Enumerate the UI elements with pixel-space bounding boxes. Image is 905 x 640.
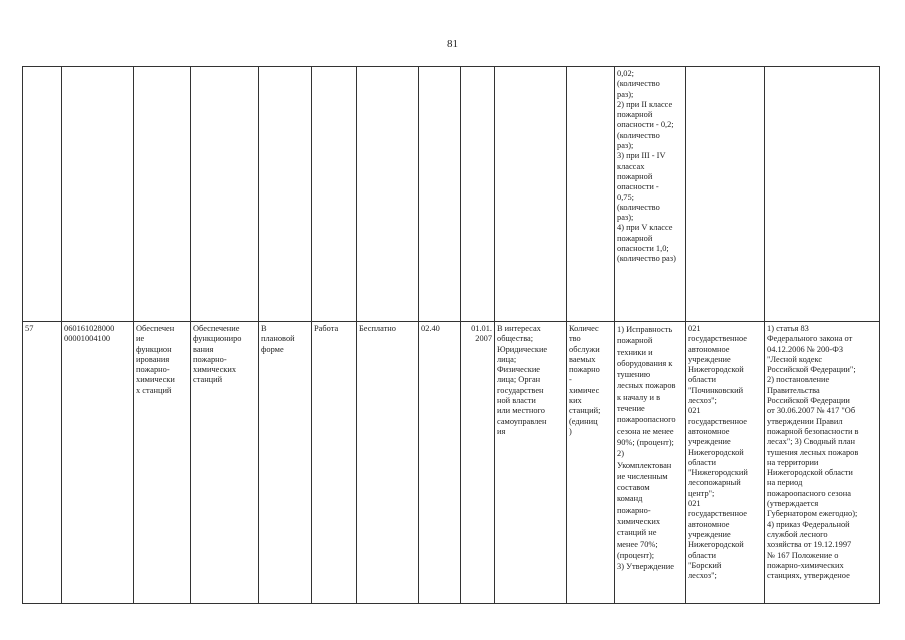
page-number: 81: [447, 38, 458, 50]
cell-service-content: Обеспечение функциониро вания пожарно- химических станций: [191, 322, 259, 604]
cell-form-empty: [259, 67, 312, 322]
cell-name-empty: [134, 67, 191, 322]
cell-quality-indicators: 1) Исправность пожарной техники и оборудования к тушению лесных пожаров к началу и в течение пожароопасного сезона не менее 90%; (процент); 2) Укомплектован ие численным составом команд пожарно- химических станций не менее 70%; (процент); 3) Утверждение: [615, 322, 686, 604]
cell-quality-conditions: 0,02; (количество раз); 2) при II классе пожарной опасности - 0,2; (количество раз); 3) при III - IV классах пожарной опасности - 0,75; (количество раз); 4) при V классе пожарной опасности 1,0; (количество раз): [615, 67, 686, 322]
cell-volume-indicator: Количес тво обслужи ваемых пожарно - химичес ких станций; (единиц ): [567, 322, 615, 604]
cell-delivery-form: В плановой форме: [259, 322, 312, 604]
cell-code-empty: [62, 67, 134, 322]
table-row-continuation: [23, 67, 880, 322]
cell-inclusion-date: 01.01. 2007: [461, 322, 495, 604]
cell-registry-code: 060161028000 00001004100: [62, 322, 134, 604]
cell-institutions: 021 государственное автономное учреждение Нижегородской области "Починковский лесхоз"; 021 государственное автономное учреждение Нижегородской области "Нижегородский лесопожарный центр"; 021 государственное автономное учреждение Нижегородской области "Борский лесхоз";: [686, 322, 765, 604]
cell-okved-code: 02.40: [419, 322, 461, 604]
table-row-57: [23, 322, 880, 604]
cell-legal-acts: 1) статья 83 Федерального закона от 04.12.2006 № 200-ФЗ "Лесной кодекс Российской Федерации"; 2) постановление Правительства Российской Федерации от 30.06.2007 № 417 "Об утверждении Правил пожарной безопасности в лесах"; 3) Сводный план тушения лесных пожаров на территории Нижегородской области на период пожароопасного сезона (утверждается Губернатором ежегодно); 4) приказ Федеральной службой лесного хозяйства от 19.12.1997 № 167 Положение о пожарно-химических станциях, утвержденое: [765, 322, 880, 604]
cell-service-name: Обеспечен ие функцион ирования пожарно- химически х станций: [134, 322, 191, 604]
cell-service-type: Работа: [312, 322, 357, 604]
cell-interests-empty: [495, 67, 567, 322]
cell-row-number: 57: [23, 322, 62, 604]
cell-num-empty: [23, 67, 62, 322]
cell-payment: Бесплатно: [357, 322, 419, 604]
cell-payment-empty: [357, 67, 419, 322]
registry-table: [22, 66, 880, 604]
cell-type-empty: [312, 67, 357, 322]
cell-volume-empty: [567, 67, 615, 322]
cell-content-empty: [191, 67, 259, 322]
cell-legal-empty: [765, 67, 880, 322]
cell-consumers: В интересах общества; Юридические лица; Физические лица; Орган государствен ной власти или местного самоуправлен ия: [495, 322, 567, 604]
cell-okved-empty: [419, 67, 461, 322]
cell-date-empty: [461, 67, 495, 322]
cell-institutions-empty: [686, 67, 765, 322]
